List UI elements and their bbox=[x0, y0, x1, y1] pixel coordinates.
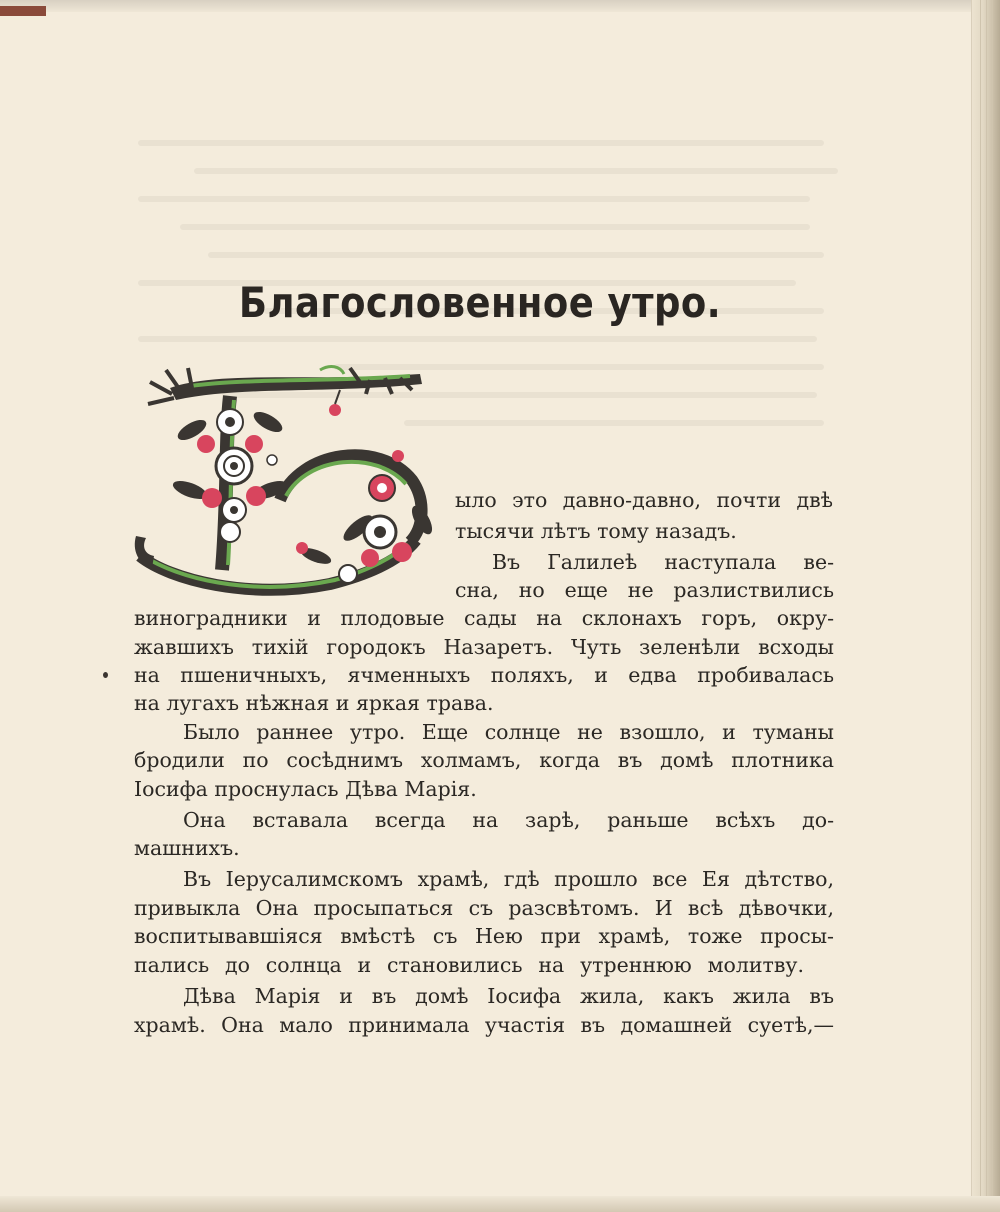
text-line-12: Она вставала всегда на зарѣ, раньше всѣхъ до- bbox=[183, 808, 834, 832]
text-line-17: пались до солнца и становились на утреннюю молитву. bbox=[134, 953, 804, 977]
text-line-18: Дѣва Марія и въ домѣ Іосифа жила, какъ жила въ bbox=[183, 984, 834, 1008]
text-line-13: машнихъ. bbox=[134, 836, 240, 860]
text-line-14: Въ Іерусалимскомъ храмѣ, гдѣ прошло все Ея дѣтство, bbox=[183, 867, 834, 891]
page-top-edge bbox=[0, 0, 1000, 12]
text-line-6: жавшихъ тихій городокъ Назаретъ. Чуть зеленѣли всходы bbox=[134, 635, 834, 659]
text-line-5: виноградники и плодовые сады на склонахъ горъ, окру- bbox=[134, 606, 834, 630]
text-line-16: воспитывавшіяся вмѣстѣ съ Нею при храмѣ, тоже просы- bbox=[134, 924, 834, 948]
page-bottom-edge bbox=[0, 1196, 1000, 1212]
text-line-3: Въ Галилеѣ наступала ве- bbox=[492, 550, 834, 574]
text-line-2: тысячи лѣтъ тому назадъ. bbox=[455, 519, 737, 543]
page-right-edge bbox=[971, 0, 1000, 1212]
text-line-4: сна, но еще не разлиствились bbox=[455, 578, 834, 602]
text-line-8: на лугахъ нѣжная и яркая трава. bbox=[134, 691, 494, 715]
text-line-9: Было раннее утро. Еще солнце не взошло, и туманы bbox=[183, 720, 834, 744]
text-line-10: бродили по сосѣднимъ холмамъ, когда въ домѣ плотника bbox=[134, 748, 834, 772]
decorated-initial-letter bbox=[130, 360, 440, 596]
text-line-1: ыло это давно-давно, почти двѣ bbox=[455, 488, 833, 512]
text-line-7: на пшеничныхъ, ячменныхъ поляхъ, и едва пробивалась bbox=[134, 663, 834, 687]
chapter-title: Благословенное утро. bbox=[238, 278, 722, 327]
ink-speck bbox=[103, 672, 108, 678]
text-line-19: храмѣ. Она мало принимала участія въ домашней суетѣ,— bbox=[134, 1013, 834, 1037]
binding-mark bbox=[0, 6, 46, 16]
text-line-11: Іосифа проснулась Дѣва Марія. bbox=[134, 777, 477, 801]
text-line-15: привыкла Она просыпаться съ разсвѣтомъ. И всѣ дѣвочки, bbox=[134, 896, 834, 920]
